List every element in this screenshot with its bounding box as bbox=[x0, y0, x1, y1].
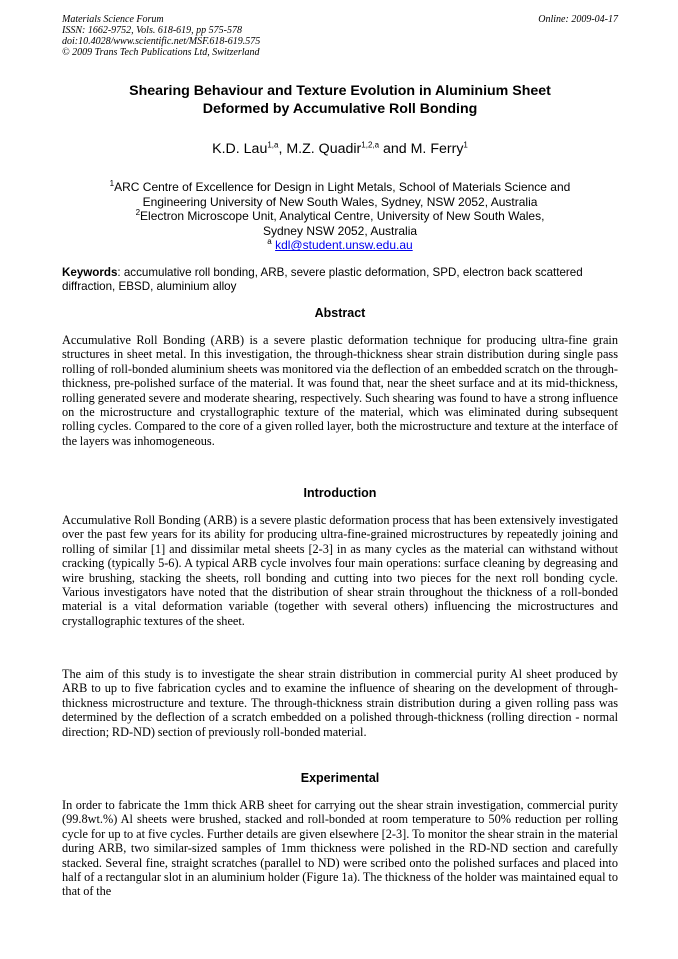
abstract-text: Accumulative Roll Bonding (ARB) is a severe plastic deformation technique for producing ultra-fine grain structures in sheet metal. In this investigation, the through-thickness shear strain distribution during single pass rolling of roll-bonded aluminium sheets was monitored via the deflection of an embedded scratch on the through-thickness, pre-polished surface of the material. It was found that, near the sheet surface and at its mid-thickness, rolling generated severe and moderate shearing, respectively. Such shearing was found to have a strong influence on the microstructure and crystallographic texture of the material, which was eliminated during subsequent rolling cycles. Compared to the core of a given rolled layer, both the microstructure and texture at the interface of the layers was inhomogeneous. bbox=[62, 333, 618, 448]
paper-title bbox=[62, 82, 618, 118]
title-line-2: Deformed by Accumulative Roll Bonding bbox=[202, 101, 478, 117]
title-line-1: Shearing Behaviour and Texture Evolution in Aluminium Sheet bbox=[129, 83, 551, 99]
online-date: Online: 2009-04-17 bbox=[538, 14, 618, 25]
affiliation-2-line-1 bbox=[62, 209, 618, 224]
email-link[interactable]: kdl@student.unsw.edu.au bbox=[275, 238, 413, 253]
affiliation-2-mark: 2 bbox=[135, 208, 141, 218]
journal-header bbox=[62, 14, 618, 58]
affiliation-1-line-1 bbox=[62, 180, 618, 195]
email-mark: a bbox=[267, 237, 272, 247]
author-2-affiliation: 1,2,a bbox=[361, 140, 380, 150]
experimental-paragraph-1: In order to fabricate the 1mm thick ARB sheet for carrying out the shear strain investigation, commercial purity (99.8wt.%) Al sheets were brushed, stacked and roll-bonded at room temperature to 50% reduction per rolling cycle for up to at five cycles. Further details are given elsewhere [2-3]. To monitor the shear strain in the material during ARB, two similar-sized samples of 1mm thickness were polished in the RD-ND section and carefully stacked. Several fine, straight scratches (parallel to ND) were scribed onto the polished surfaces and placed into half of a rectangular slot in an aluminium holder (Figure 1a). The thickness of the holder was maintained equal to that of the bbox=[62, 798, 618, 899]
affiliation-2-text-1: Electron Microscope Unit, Analytical Centre, University of New South Wales, bbox=[140, 209, 545, 224]
journal-name: Materials Science Forum bbox=[62, 14, 164, 25]
keywords-text: : accumulative roll bonding, ARB, severe plastic deformation, SPD, electron back scattered diffraction, EBSD, aluminium alloy bbox=[62, 266, 583, 293]
email-line bbox=[62, 238, 618, 253]
keywords bbox=[62, 266, 618, 294]
affiliations bbox=[62, 180, 618, 253]
doi-line: doi:10.4028/www.scientific.net/MSF.618-619.575 bbox=[62, 36, 261, 47]
keywords-label: Keywords bbox=[62, 266, 118, 279]
author-2-name: M.Z. Quadir bbox=[286, 141, 362, 157]
affiliation-1-mark: 1 bbox=[109, 179, 115, 188]
introduction-paragraph-2: The aim of this study is to investigate the shear strain distribution in commercial purity Al sheet produced by ARB to up to five fabrication cycles and to examine the influence of shearing on the development of through-thickness microstructure and texture. The through-thickness strain distribution during a given rolling pass was determined by the deflection of a scratch embedded on a polished through-thickness (rolling direction - normal direction; RD-ND) section of previously roll-bonded material. bbox=[62, 667, 618, 739]
abstract-heading: Abstract bbox=[314, 306, 366, 320]
author-3-name: and M. Ferry bbox=[379, 141, 464, 157]
affiliation-1-line-2: Engineering University of New South Wales, Sydney, NSW 2052, Australia bbox=[142, 194, 538, 209]
author-3-affiliation: 1 bbox=[463, 140, 468, 150]
introduction-heading: Introduction bbox=[303, 486, 377, 500]
affiliation-1-text-1: ARC Centre of Excellence for Design in Light Metals, School of Materials Science and bbox=[114, 180, 571, 194]
experimental-heading: Experimental bbox=[300, 771, 380, 785]
author-1-name: K.D. Lau bbox=[212, 141, 268, 157]
issn-line: ISSN: 1662-9752, Vols. 618-619, pp 575-578 bbox=[62, 25, 242, 36]
author-separator: , bbox=[278, 141, 287, 157]
author-list bbox=[62, 140, 618, 158]
author-1-affiliation: 1,a bbox=[267, 140, 279, 150]
copyright-line: © 2009 Trans Tech Publications Ltd, Switzerland bbox=[62, 47, 260, 58]
introduction-paragraph-1: Accumulative Roll Bonding (ARB) is a severe plastic deformation process that has been extensively investigated over the past few years for its ability for producing ultra-fine-grained microstructures by repeatedly joining and rolling of similar [1] and dissimilar metal sheets [2-3] in as many cycles as the material can withstand without cracking (typically 5-6). A typical ARB cycle involves four main operations: surface cleaning by degreasing and wire brushing, stacking the sheets, roll bonding and cutting into two pieces for the next roll bonding cycle. Various investigators have noted that the distribution of shear strain throughout the thickness of a roll-bonded material is a vital deformation variable (together with several others) influencing the microstructures and crystallographic textures of the sheet. bbox=[62, 513, 618, 628]
affiliation-2-line-2: Sydney NSW 2052, Australia bbox=[262, 223, 418, 238]
